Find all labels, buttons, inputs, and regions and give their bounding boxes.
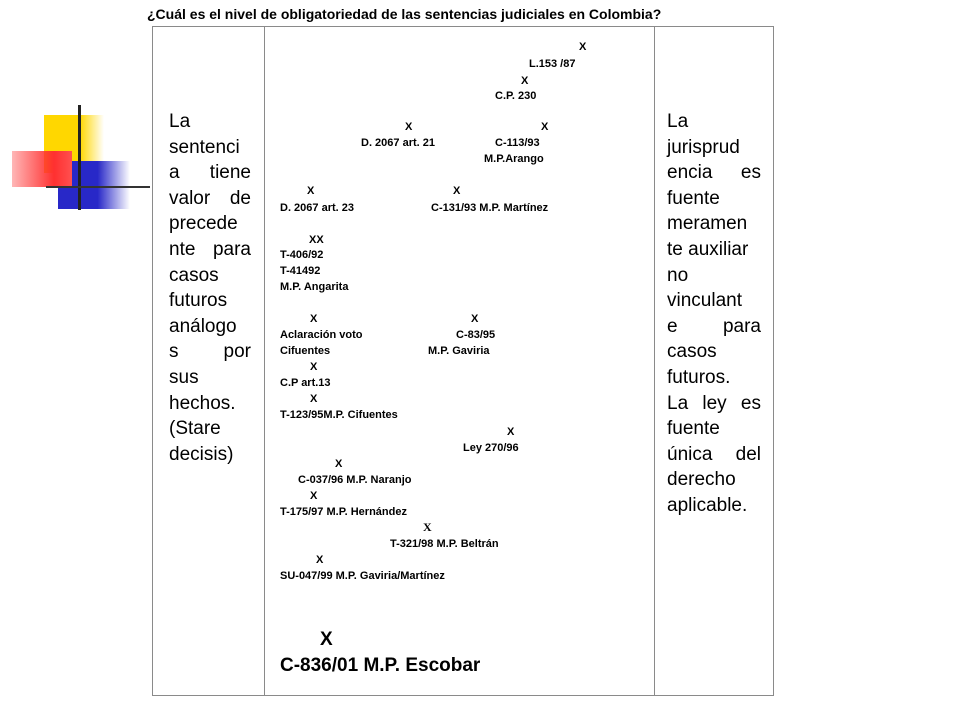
column-divider-left	[264, 27, 265, 695]
entry-ley270: Ley 270/96	[463, 442, 519, 454]
mark-x: X	[521, 75, 529, 87]
mark-x: X	[310, 490, 318, 502]
right-line: futuros.	[667, 366, 731, 388]
mark-xx: XX	[309, 234, 324, 246]
entry-cp13: C.P art.13	[280, 377, 331, 389]
entry-aclaracion: Aclaración voto	[280, 329, 363, 341]
entry-l153: L.153 /87	[529, 58, 576, 70]
mark-x: X	[453, 185, 461, 197]
entry-t175: T-175/97 M.P. Hernández	[280, 506, 407, 518]
entry-t123: T-123/95M.P. Cifuentes	[280, 409, 398, 421]
left-line: nte para	[169, 238, 251, 260]
left-line: decisis)	[169, 443, 234, 465]
right-line: te auxiliar	[667, 238, 749, 260]
left-line: (Stare	[169, 418, 221, 440]
comparison-table	[152, 26, 774, 696]
mark-x: X	[335, 458, 343, 470]
left-line: sus	[169, 366, 199, 388]
left-line: valor de	[169, 187, 251, 209]
mark-x: X	[310, 361, 318, 373]
right-line: fuente	[667, 418, 720, 440]
left-line: análogo	[169, 315, 237, 337]
entry-t41492: T-41492	[280, 265, 321, 277]
entry-t321: T-321/98 M.P. Beltrán	[390, 538, 499, 550]
mark-x: X	[310, 393, 318, 405]
mark-x: X	[507, 426, 515, 438]
entry-cp230: C.P. 230	[495, 90, 537, 102]
entry-gaviria: M.P. Gaviria	[428, 345, 490, 357]
column-divider-right	[654, 27, 655, 695]
mark-x: X	[579, 41, 587, 53]
right-line: vinculant	[667, 290, 742, 312]
right-line: no	[667, 264, 689, 286]
right-line: fuente	[667, 187, 720, 209]
right-line: La	[667, 111, 689, 132]
entry-c836: C-836/01 M.P. Escobar	[280, 655, 481, 676]
entry-d2067-23: D. 2067 art. 23	[280, 202, 354, 214]
right-line: meramen	[667, 213, 748, 235]
entry-d2067-21: D. 2067 art. 21	[361, 137, 435, 149]
right-line: e para	[667, 315, 761, 337]
right-line: aplicable.	[667, 494, 748, 516]
mark-x: X	[423, 520, 432, 534]
entry-c131: C-131/93 M.P. Martínez	[431, 202, 549, 214]
mark-x: X	[541, 121, 549, 133]
mark-x-large: X	[320, 629, 333, 650]
mark-x: X	[307, 185, 315, 197]
right-line: La ley es	[667, 392, 761, 414]
vertical-rule	[78, 105, 81, 210]
left-column-text	[169, 109, 251, 467]
left-line: futuros	[169, 290, 228, 312]
mark-x: X	[405, 121, 413, 133]
left-line: a tiene	[169, 162, 251, 184]
left-line: precede	[169, 213, 238, 235]
entry-cifuentes: Cifuentes	[280, 345, 331, 357]
entry-su047: SU-047/99 M.P. Gaviria/Martínez	[280, 570, 445, 582]
right-column-text	[667, 109, 761, 519]
mark-x: X	[471, 313, 479, 325]
left-line: sentenci	[169, 136, 240, 158]
left-line: s por	[169, 341, 251, 363]
entry-angarita: M.P. Angarita	[280, 281, 349, 293]
horizontal-rule	[46, 186, 150, 188]
entry-arango: M.P.Arango	[484, 153, 544, 165]
entry-c83: C-83/95	[456, 329, 496, 341]
left-line: La	[169, 111, 191, 132]
entry-t406: T-406/92	[280, 249, 324, 261]
mark-x: X	[310, 313, 318, 325]
entry-c113: C-113/93	[495, 137, 540, 149]
red-square	[12, 151, 72, 187]
decorative-graphic	[0, 95, 150, 225]
left-line: hechos.	[169, 392, 236, 414]
right-line: jurisprud	[667, 136, 740, 158]
right-line: encia es	[667, 162, 761, 184]
mark-x: X	[316, 554, 324, 566]
entry-c037: C-037/96 M.P. Naranjo	[298, 474, 412, 486]
slide-title: ¿Cuál es el nivel de obligatoriedad de las sentencias judiciales en Colombia?	[147, 6, 662, 22]
right-line: casos	[667, 341, 717, 363]
left-line: casos	[169, 264, 219, 286]
right-line: derecho	[667, 469, 736, 491]
right-line: única del	[667, 443, 761, 465]
